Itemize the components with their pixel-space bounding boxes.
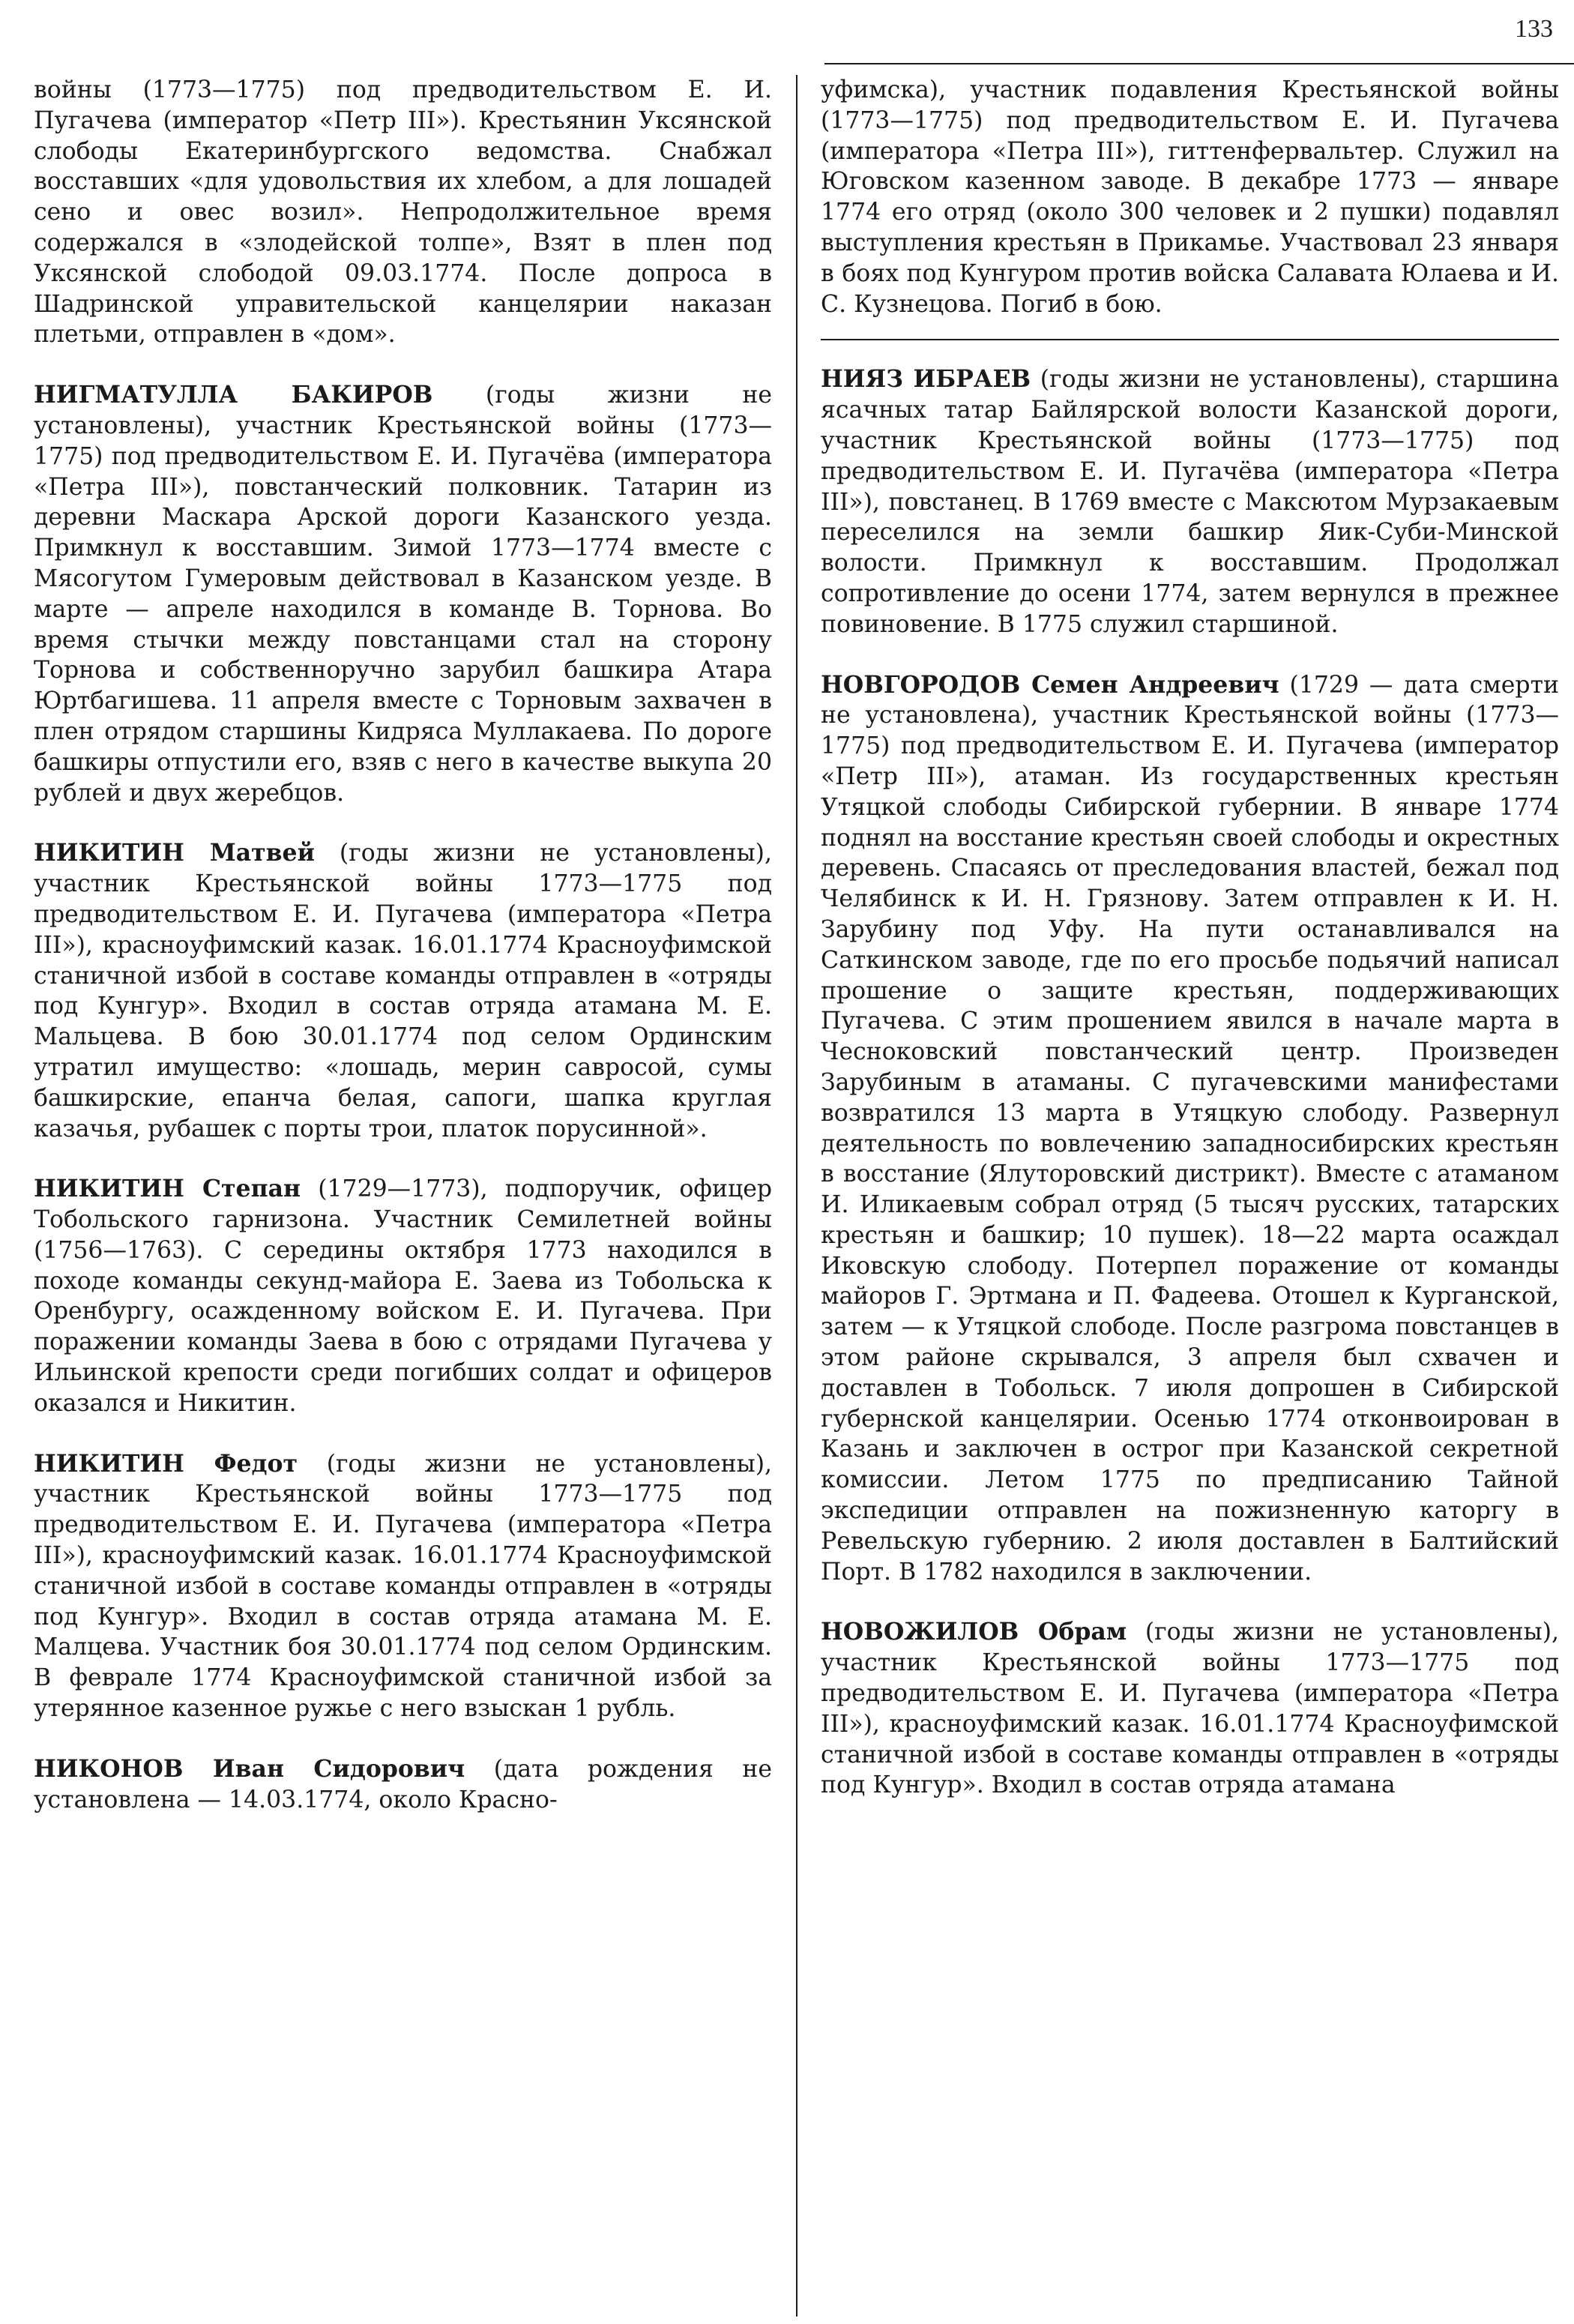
entry-novozhilov-obram <box>821 1617 1559 1801</box>
entry-text: уфимска), участник подавления Крестьянской войны (1773—1775) под предводительством Е. И. Пугачева (императора «Петра III»), гиттенфервальтер. Служил на Юговском казенном заводе. В декабре 1773 — январе 1774 его отряд (около 300 человек и 2 пушки) подавлял выступления крестьян в Прикамье. Участвовал 23 января в боях под Кунгуром против войска Салавата Юлаева и И. С. Кузнецова. Погиб в бою. <box>821 76 1559 318</box>
entry-text: (годы жизни не установлены), старшина ясачных татар Байлярской волости Казанской дороги, участник Крестьянской войны (1773—1775) под предводительством Е. И. Пугачёва (императора «Петра III»), повстанец. В 1769 вместе с Максютом Мурзакаевым переселился на земли башкир Яик-Суби-Минской волости. Примкнул к восставшим. Продолжал сопротивление до осени 1774, затем вернулся в прежнее повиновение. В 1775 служил старшиной. <box>821 366 1560 638</box>
entry-nikitin-matvei <box>34 838 772 1144</box>
entry-text: войны (1773—1775) под предводительством Е. И. Пугачева (император «Петр III»). Крестьянин Уксянской слободы Екатеринбургского ведомства. Снабжал восставших «для удовольствия их хлебом, а для лошадей сено и овес возил». Непродолжительное время содержался в «злодейской толпе», Взят в плен под Уксянской слободой 09.03.1774. После допроса в Шадринской управительской канцелярии наказан плетьми, отправлен в «дом». <box>34 76 772 349</box>
entry-continuation <box>34 75 772 350</box>
right-column <box>821 75 1559 1831</box>
page-number: 133 <box>1515 15 1553 43</box>
header-rule <box>824 63 1574 64</box>
entry-niyaz-ibraev <box>821 364 1559 639</box>
entry-name: НИКОНОВ Иван Сидорович <box>34 1754 465 1783</box>
entry-continuation <box>821 75 1559 319</box>
entry-text: (годы жизни не установлены), участник Крестьянской войны 1773—1775 под предводительством Е. И. Пугачева (императора «Петра III»), красноуфимский казак. 16.01.1774 Красноуфимской станичной избой в составе команды отправлен в «отряды под Кунгур». Входил в состав отряда атамана М. Е. Мальцева. В бою 30.01.1774 под селом Ординским утратил имущество: «лошадь, мерин савросой, сумы башкирские, епанча белая, сапоги, шапка круглая казачья, рубашек с порты трои, платок порусинной». <box>34 840 772 1143</box>
column-divider <box>796 75 797 2317</box>
entry-nikonov-ivan <box>34 1754 772 1816</box>
entry-name: НИЯЗ ИБРАЕВ <box>821 365 1031 394</box>
entry-name: НИКИТИН Степан <box>34 1175 301 1203</box>
entry-text: (годы жизни не установлены), участник Крестьянской войны 1773—1775 под предводительством Е. И. Пугачева (императора «Петра III»), красноуфимский казак. 16.01.1774 Красноуфимской станичной избой в составе команды отправлен в «отряды под Кунгур». Входил в состав отряда атамана М. Е. Малцева. Участник боя 30.01.1774 под селом Ординским. В феврале 1774 Красноуфимской станичной избой за утерянное казенное ружье с него взыскан 1 рубль. <box>34 1450 772 1723</box>
entry-name: НОВОЖИЛОВ Обрам <box>821 1618 1127 1646</box>
entry-nikitin-stepan <box>34 1174 772 1418</box>
entry-name: НОВГОРОДОВ Семен Андреевич <box>821 670 1279 699</box>
entry-novgorodov-semen <box>821 670 1559 1588</box>
entry-text: (1729—1773), подпоручик, офицер Тобольского гарнизона. Участник Семилетней войны (1756—1763). С середины октября 1773 находился в походе команды секунд-майора Е. Заева из Тобольска к Оренбургу, осажденному войском Е. И. Пугачева. При поражении команды Заева в бою с отрядами Пугачева у Ильинской крепости среди погибших солдат и офицеров оказался и Никитин. <box>34 1175 773 1417</box>
entry-nikitin-fedot <box>34 1449 772 1724</box>
entry-text: (годы жизни не установлены), участник Крестьянской войны (1773—1775) под предводительством Е. И. Пугачёва (императора «Петра III»), повстанческий полковник. Татарин из деревни Маскара Арской дороги Казанского уезда. Примкнул к восставшим. Зимой 1773—1774 вместе с Мясогутом Гумеровым действовал в Казанском уезде. В марте — апреле находился в команде В. Торнова. Во время стычки между повстанцами стал на сторону Торнова и собственноручно зарубил башкира Атара Юртбагишева. 11 апреля вместе с Торновым захвачен в плен отрядом старшины Кидряса Муллакаева. По дороге башкиры отпустили его, взяв с него в качестве выкупа 20 рублей и двух жеребцов. <box>34 382 772 807</box>
separator-rule <box>821 339 1559 340</box>
entry-nigmatulla-bakirov <box>34 380 772 808</box>
left-column <box>34 75 772 1845</box>
entry-text: (годы жизни не установлены), участник Крестьянской войны 1773—1775 под предводительством Е. И. Пугачева (императора «Петра III»), красноуфимский казак. 16.01.1774 Красноуфимской станичной избой в составе команды отправлен в «отряды под Кунгур». Входил в состав отряда атамана <box>821 1619 1559 1799</box>
entry-name: НИГМАТУЛЛА БАКИРОВ <box>34 381 433 409</box>
entry-text: (1729 — дата смерти не установлена), участник Крестьянской войны (1773—1775) под предводительством Е. И. Пугачева (император «Петр III»), атаман. Из государственных крестьян Утяцкой слободы Сибирской губернии. В январе 1774 поднял на восстание крестьян своей слободы и окрестных деревень. Спасаясь от преследования властей, бежал под Челябинск к И. Н. Грязнову. Затем отправлен к И. Н. Зарубину под Уфу. На пути останавливался на Саткинском заводе, где по его просьбе подьячий написал прошение о защите крестьян, поддерживающих Пугачева. С этим прошением явился в начале марта в Чесноковский повстанческий центр. Произведен Зарубиным в атаманы. С пугачевскими манифестами возвратился 13 марта в Утяцкую слободу. Развернул деятельность по вовлечению западносибирских крестьян в восстание (Ялуторовский дистрикт). Вместе с атаманом И. Иликаевым собрал отряд (5 тысяч русских, татарских крестьян и башкир; 10 пушек). 18—22 марта осаждал Иковскую слободу. Потерпел поражение от команды майоров Г. Эртмана и П. Фадеева. Отошел к Курганской, затем — к Утяцкой слободе. После разгрома повстанцев в этом районе скрывался, 3 апреля был схвачен и доставлен в Тобольск. 7 июля допрошен в Сибирской губернской канцелярии. Осенью 1774 отконвоирован в Казань и заключен в острог при Казанской секретной комиссии. Летом 1775 по предписанию Тайной экспедиции отправлен на пожизненную каторгу в Ревельскую губернию. 2 июля доставлен в Балтийский Порт. В 1782 находился в заключении. <box>821 671 1559 1586</box>
entry-name: НИКИТИН Матвей <box>34 839 315 867</box>
entry-name: НИКИТИН Федот <box>34 1449 298 1478</box>
entry-text: (дата рождения не установлена — 14.03.1774, около Красно- <box>34 1755 772 1813</box>
